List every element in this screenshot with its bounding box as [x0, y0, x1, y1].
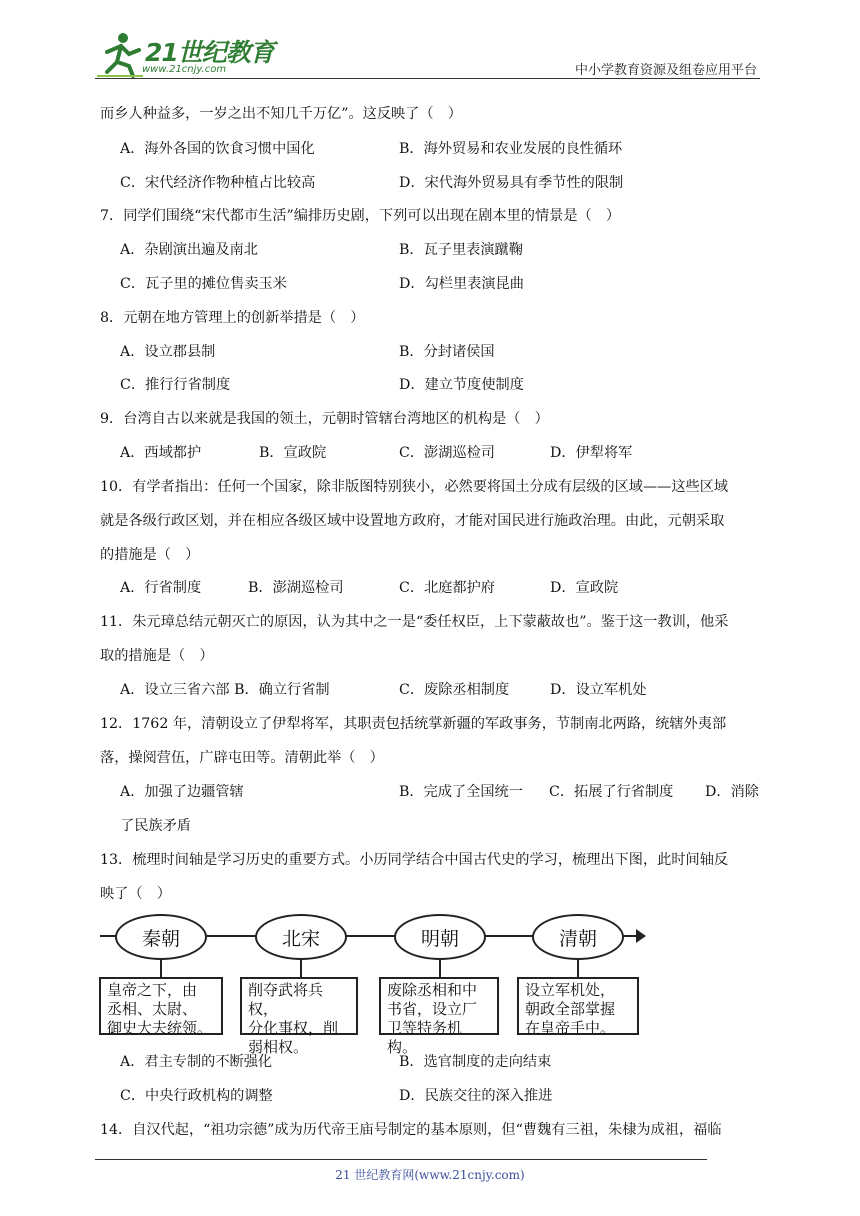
q10-stem-line2: 就是各级行政区划，并在相应各级区域中设置地方政府，才能对国民进行施政治理。由此，元朝采取	[100, 513, 725, 529]
q10-option-c[interactable]: C．北庭都护府	[399, 580, 495, 596]
q14-stem-line1: 14．自汉代起，“祖功宗德”成为历代帝王庙号制定的基本原则，但“曹魏有三祖，朱棣为成祖，福临	[100, 1122, 722, 1138]
q10-option-a[interactable]: A．行省制度	[120, 580, 202, 596]
q12-option-d-wrap: 了民族矛盾	[120, 818, 191, 834]
q6-option-d[interactable]: D．宋代海外贸易具有季节性的限制	[399, 175, 624, 191]
header-divider	[95, 78, 760, 79]
q12-option-b[interactable]: B．完成了全国统一	[399, 784, 523, 800]
q13-option-c[interactable]: C．中央行政机构的调整	[120, 1088, 273, 1104]
q8-option-d[interactable]: D．建立节度使制度	[399, 377, 524, 393]
timeline-note-qing: 设立军机处， 朝政全部掌握 在皇帝手中。	[517, 977, 639, 1035]
q9-option-c[interactable]: C．澎湖巡检司	[399, 445, 495, 461]
q11-stem-line1: 11．朱元璋总结元朝灭亡的原因，认为其中之一是“委任权臣，上下蒙蔽故也”。鉴于这一教训，他采	[100, 614, 729, 630]
footer-divider	[95, 1159, 707, 1160]
q7-option-b[interactable]: B．瓦子里表演蹴鞠	[399, 242, 523, 258]
q9-option-a[interactable]: A．西域都护	[120, 445, 202, 461]
q9-option-d[interactable]: D．伊犁将军	[550, 445, 633, 461]
timeline-era-beisong: 北宋	[255, 914, 347, 960]
timeline-era-qing: 清朝	[532, 914, 624, 960]
runner-logo-icon	[95, 30, 145, 78]
q12-stem-line2: 落，操阅营伍，广辟屯田等。清朝此举（ ）	[100, 750, 384, 766]
q10-stem-line1: 10．有学者指出：任何一个国家，除非版图特别狭小，必然要将国土分成有层级的区域——这些区域	[100, 479, 729, 495]
q13-option-a[interactable]: A．君主专制的不断强化	[120, 1054, 273, 1070]
q10-option-b[interactable]: B．澎湖巡检司	[248, 580, 344, 596]
timeline-arrow-icon	[636, 929, 646, 943]
logo-url: www.21cnjy.com	[142, 64, 227, 75]
q13-option-b[interactable]: B．选官制度的走向结束	[399, 1054, 552, 1070]
q11-stem-line2: 取的措施是（ ）	[100, 648, 214, 664]
q13-option-d[interactable]: D．民族交往的深入推进	[399, 1088, 553, 1104]
timeline-era-qin: 秦朝	[115, 914, 207, 960]
q7-stem: 7．同学们围绕“宋代都市生活”编排历史剧，下列可以出现在剧本里的情景是（ ）	[100, 208, 621, 224]
q8-option-b[interactable]: B．分封诸侯国	[399, 344, 495, 360]
q13-stem-line1: 13．梳理时间轴是学习历史的重要方式。小历同学结合中国古代史的学习，梳理出下图，此时间轴反	[100, 852, 729, 868]
timeline-connector	[439, 960, 441, 978]
q6-option-c[interactable]: C．宋代经济作物种植占比较高	[120, 175, 316, 191]
q8-option-c[interactable]: C．推行行省制度	[120, 377, 231, 393]
q12-stem-line1: 12．1762 年，清朝设立了伊犁将军，其职责包括统掌新疆的军政事务，节制南北两路，统辖外夷部	[100, 716, 727, 732]
q11-option-c[interactable]: C．废除丞相制度	[399, 682, 510, 698]
q6-option-a[interactable]: A．海外各国的饮食习惯中国化	[120, 141, 315, 157]
q7-option-d[interactable]: D．勾栏里表演昆曲	[399, 276, 524, 292]
timeline-note-ming: 废除丞相和中 书省，设立厂 卫等特务机构。	[379, 977, 499, 1035]
q7-option-c[interactable]: C．瓦子里的摊位售卖玉米	[120, 276, 287, 292]
q11-option-ab[interactable]: A．设立三省六部 B．确立行省制	[120, 682, 330, 698]
q10-stem-line3: 的措施是（ ）	[100, 547, 200, 563]
timeline-era-ming: 明朝	[394, 914, 486, 960]
timeline-connector	[160, 960, 162, 978]
q8-option-a[interactable]: A．设立郡县制	[120, 344, 216, 360]
q9-option-b[interactable]: B．宣政院	[259, 445, 327, 461]
logo-text: 21世纪教育	[145, 38, 274, 67]
timeline-note-qin: 皇帝之下，由 丞相、太尉、 御史大夫统领。	[99, 977, 223, 1035]
timeline-note-beisong: 削夺武将兵权， 分化事权，削 弱相权。	[240, 977, 358, 1035]
q6-continued: 而乡人种益多，一岁之出不知几千万亿”。这反映了（ ）	[100, 106, 462, 122]
q8-stem: 8．元朝在地方管理上的创新举措是（ ）	[100, 310, 365, 326]
footer-link[interactable]: 21 世纪教育网(www.21cnjy.com)	[335, 1168, 525, 1182]
timeline-connector	[577, 960, 579, 978]
q12-option-a[interactable]: A．加强了边疆管辖	[120, 784, 244, 800]
timeline-connector	[300, 960, 302, 978]
q13-stem-line2: 映了（ ）	[100, 886, 171, 902]
q12-option-d[interactable]: D．消除	[705, 784, 759, 800]
q11-option-d[interactable]: D．设立军机处	[550, 682, 647, 698]
platform-label: 中小学教育资源及组卷应用平台	[574, 63, 757, 78]
q12-option-c[interactable]: C．拓展了行省制度	[549, 784, 674, 800]
q10-option-d[interactable]: D．宣政院	[550, 580, 619, 596]
q6-option-b[interactable]: B．海外贸易和农业发展的良性循环	[399, 141, 623, 157]
q9-stem: 9．台湾自古以来就是我国的领土，元朝时管辖台湾地区的机构是（ ）	[100, 411, 549, 427]
q7-option-a[interactable]: A．杂剧演出遍及南北	[120, 242, 258, 258]
